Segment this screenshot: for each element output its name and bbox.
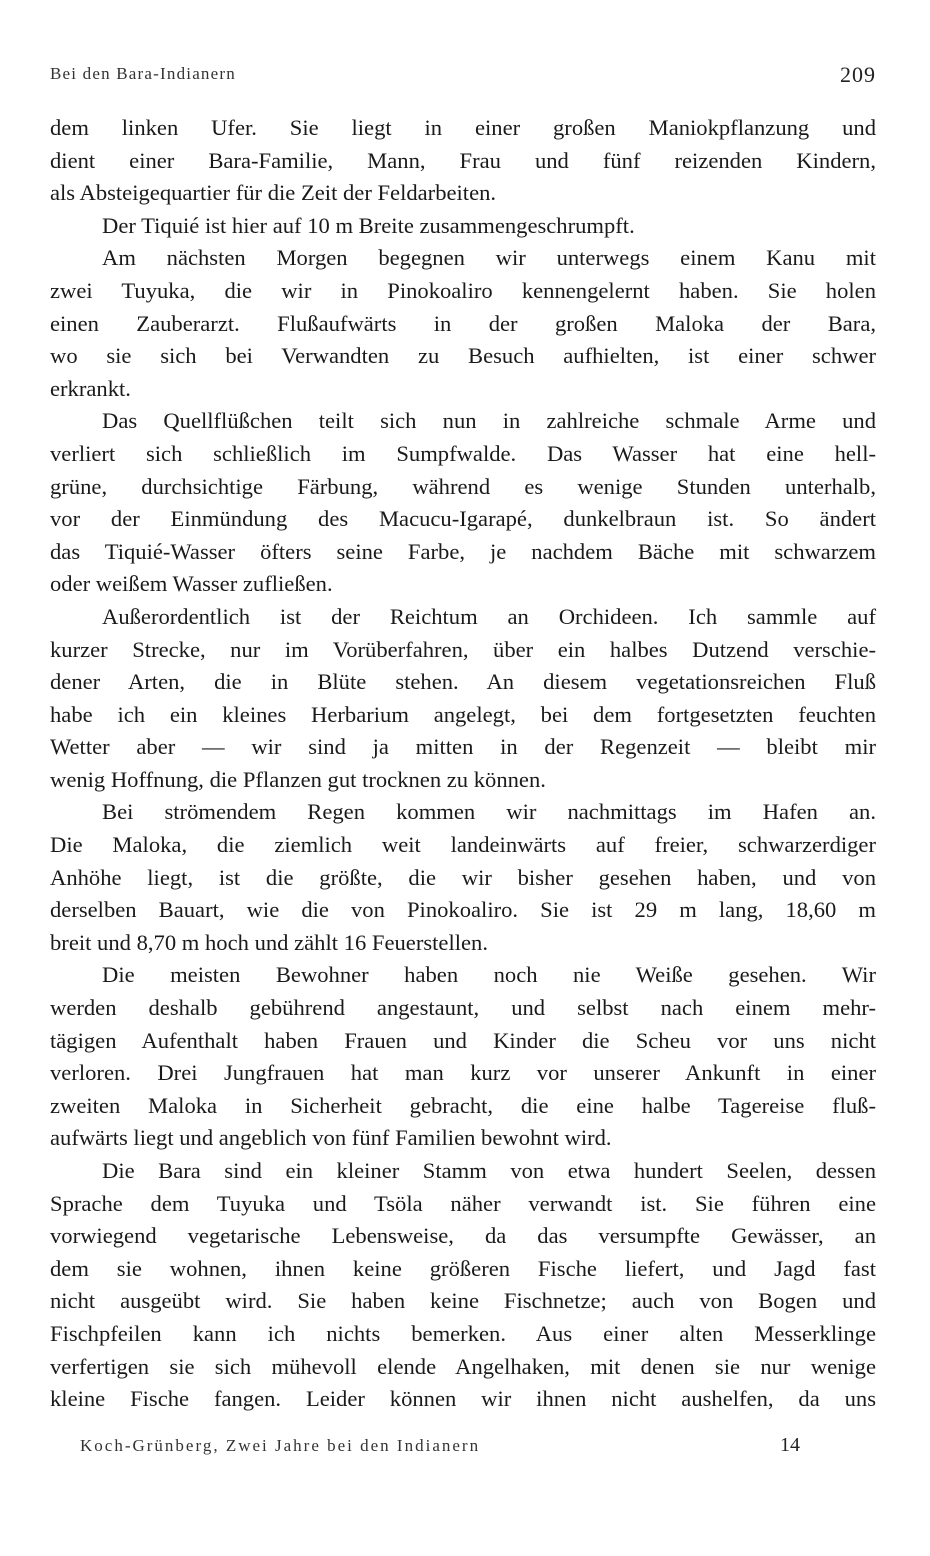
text-line: wenig Hoffnung, die Pflanzen gut trocknen zu können. <box>50 766 546 792</box>
text-line: breit und 8,70 m hoch und zählt 16 Feuerstellen. <box>50 929 488 955</box>
body-text <box>50 112 876 1416</box>
text-line: einen Zauberarzt. Flußaufwärts in der großen Maloka der Bara, <box>50 310 876 336</box>
text-line: Die Maloka, die ziemlich weit landeinwärts auf freier, schwarzerdiger <box>50 832 876 858</box>
text-line: Anhöhe liegt, ist die größte, die wir bisher gesehen haben, und von <box>50 864 876 890</box>
text-line: Außerordentlich ist der Reichtum an Orchideen. Ich sammle auf <box>102 603 876 629</box>
text-line: verliert sich schließlich im Sumpfwalde. Das Wasser hat eine hell- <box>50 440 876 466</box>
text-line: Am nächsten Morgen begegnen wir unterwegs einem Kanu mit <box>102 245 876 271</box>
text-line: zwei Tuyuka, die wir in Pinokoaliro kennengelernt haben. Sie holen <box>50 277 876 303</box>
text-line: werden deshalb gebührend angestaunt, und selbst nach einem mehr- <box>50 995 876 1021</box>
running-title: Bei den Bara-Indianern <box>50 64 236 83</box>
text-line: grüne, durchsichtige Färbung, während es wenige Stunden unterhalb, <box>50 473 876 499</box>
text-line: zweiten Maloka in Sicherheit gebracht, die eine halbe Tagereise fluß- <box>50 1092 876 1118</box>
text-line: Sprache dem Tuyuka und Tsöla näher verwandt ist. Sie führen eine <box>50 1190 876 1216</box>
text-line: habe ich ein kleines Herbarium angelegt, bei dem fortgesetzten feuchten <box>50 701 876 727</box>
text-line: dient einer Bara-Familie, Mann, Frau und fünf reizenden Kindern, <box>50 147 876 173</box>
text-line: oder weißem Wasser zufließen. <box>50 571 333 597</box>
text-line: kleine Fische fangen. Leider können wir ihnen nicht aushelfen, da uns <box>50 1386 876 1412</box>
text-line: Bei strömendem Regen kommen wir nachmittags im Hafen an. <box>102 799 876 825</box>
text-line: nicht ausgeübt wird. Sie haben keine Fischnetze; auch von Bogen und <box>50 1288 876 1314</box>
text-line: tägigen Aufenthalt haben Frauen und Kinder die Scheu vor uns nicht <box>50 1027 876 1053</box>
text-line: Der Tiquié ist hier auf 10 m Breite zusammengeschrumpft. <box>102 212 635 238</box>
text-line: erkrankt. <box>50 375 131 401</box>
page-number: 209 <box>840 62 876 87</box>
sheet-signature: Koch-Grünberg, Zwei Jahre bei den Indianern <box>80 1436 481 1455</box>
text-line: vor der Einmündung des Macucu-Igarapé, dunkelbraun ist. So ändert <box>50 506 876 532</box>
text-line: verfertigen sie sich mühevoll elende Angelhaken, mit denen sie nur wenige <box>50 1353 876 1379</box>
text-line: Die meisten Bewohner haben noch nie Weiße gesehen. Wir <box>102 962 876 988</box>
text-line: vorwiegend vegetarische Lebensweise, da das versumpfte Gewässer, an <box>50 1223 876 1249</box>
text-line: als Absteigequartier für die Zeit der Feldarbeiten. <box>50 180 497 206</box>
text-line: Wetter aber — wir sind ja mitten in der Regenzeit — bleibt mir <box>50 734 876 760</box>
page-header <box>50 58 876 88</box>
text-line: das Tiquié-Wasser öfters seine Farbe, je nachdem Bäche mit schwarzem <box>50 538 876 564</box>
text-line: Das Quellflüßchen teilt sich nun in zahlreiche schmale Arme und <box>102 408 876 434</box>
text-line: aufwärts liegt und angeblich von fünf Familien bewohnt wird. <box>50 1125 612 1151</box>
text-line: kurzer Strecke, nur im Vorüberfahren, über ein halbes Dutzend verschie- <box>50 636 876 662</box>
text-line: dem sie wohnen, ihnen keine größeren Fische liefert, und Jagd fast <box>50 1255 876 1281</box>
text-line: wo sie sich bei Verwandten zu Besuch aufhielten, ist einer schwer <box>50 343 876 369</box>
text-line: verloren. Drei Jungfrauen hat man kurz vor unserer Ankunft in einer <box>50 1060 876 1086</box>
text-line: Fischpfeilen kann ich nichts bemerken. Aus einer alten Messerklinge <box>50 1320 876 1346</box>
page-footer <box>80 1432 800 1460</box>
text-line: derselben Bauart, wie die von Pinokoaliro. Sie ist 29 m lang, 18,60 m <box>50 897 876 923</box>
text-line: dener Arten, die in Blüte stehen. An diesem vegetationsreichen Fluß <box>50 669 876 695</box>
text-line: dem linken Ufer. Sie liegt in einer großen Maniokpflanzung und <box>50 115 876 140</box>
text-line: Die Bara sind ein kleiner Stamm von etwa hundert Seelen, dessen <box>102 1158 876 1183</box>
sheet-number: 14 <box>780 1434 800 1456</box>
